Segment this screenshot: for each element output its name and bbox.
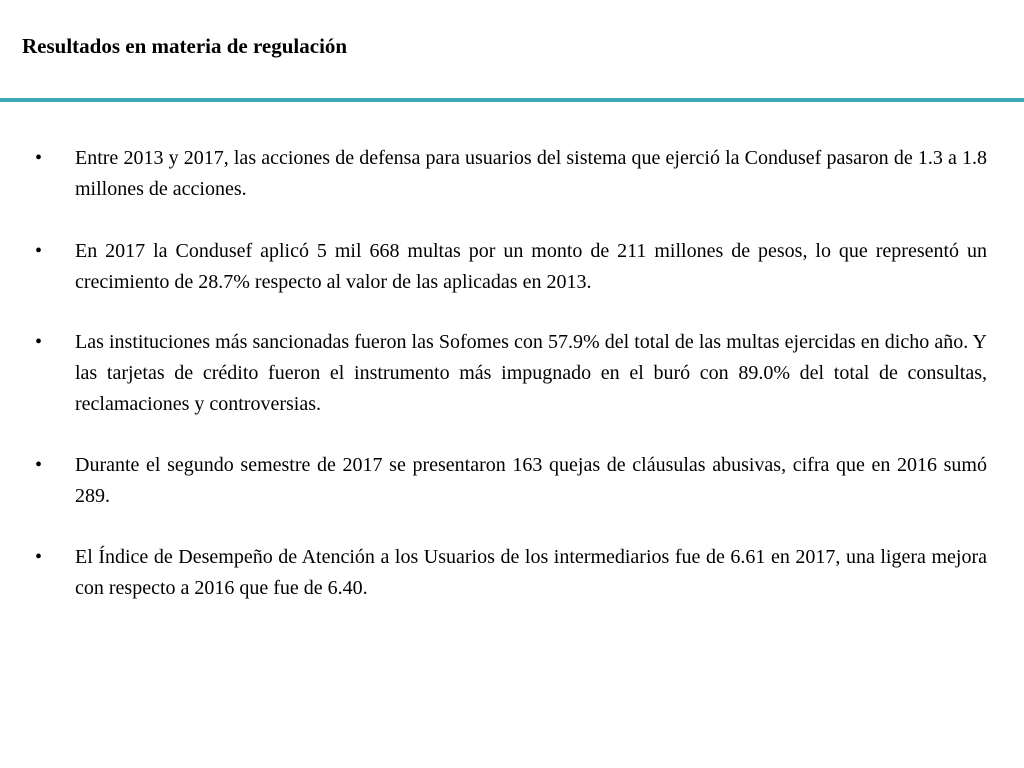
bullet-text: Entre 2013 y 2017, las acciones de defensa para usuarios del sistema que ejerció la Condusef pasaron de 1.3 a 1.8 millones de acciones.	[75, 147, 987, 200]
bullet-text: El Índice de Desempeño de Atención a los Usuarios de los intermediarios fue de 6.61 en 2017, una ligera mejora con respecto a 2016 que fue de 6.40.	[75, 546, 987, 599]
bullet-icon: •	[35, 240, 43, 262]
slide-title: Resultados en materia de regulación	[22, 34, 348, 58]
bullet-text: En 2017 la Condusef aplicó 5 mil 668 multas por un monto de 211 millones de pesos, lo que representó un crecimiento de 28.7% respecto al valor de las aplicadas en 2013.	[75, 240, 987, 293]
bullet-text: Las instituciones más sancionadas fueron las Sofomes con 57.9% del total de las multas ejercidas en dicho año. Y las tarjetas de crédito fueron el instrumento más impugnado en el buró con 89.0% del total de consultas, reclamaciones y controversias.	[75, 331, 987, 415]
title-divider	[0, 98, 1024, 102]
bullet-icon: •	[35, 546, 43, 568]
bullet-icon: •	[35, 454, 43, 476]
bullet-icon: •	[35, 147, 43, 169]
bullet-text: Durante el segundo semestre de 2017 se presentaron 163 quejas de cláusulas abusivas, cifra que en 2016 sumó 289.	[75, 454, 987, 507]
bullet-icon: •	[35, 331, 43, 353]
